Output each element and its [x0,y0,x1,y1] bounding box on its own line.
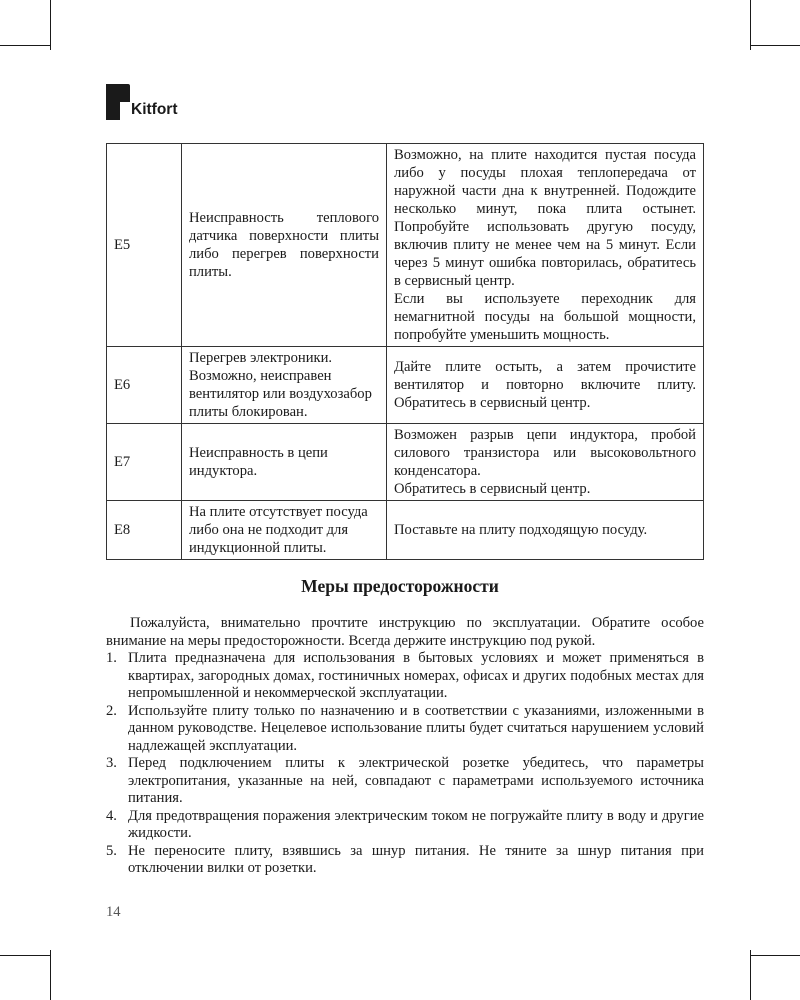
solution-paragraph: Поставьте на плиту подходящую посуду. [394,522,648,538]
solution-paragraph: Если вы используете переходник для немагнитной посуды на большой мощности, попробуйте уменьшить мощность. [394,291,696,343]
table-row [107,501,704,560]
precautions-list [106,650,704,878]
list-item-text: Не переносите плиту, взявшись за шнур питания. Не тяните за шнур питания при отключении вилки от розетки. [128,842,704,876]
table-row [107,424,704,501]
brand-name: Kitfort [131,101,178,118]
list-item [106,755,704,808]
crop-mark [750,45,800,46]
error-code: E8 [107,501,182,560]
error-code: E5 [107,144,182,347]
solution-paragraph: Обратитесь в сервисный центр. [394,481,591,497]
crop-mark [0,955,50,956]
crop-mark [750,955,800,956]
list-item-number: 3. [106,755,117,771]
intro-paragraph: Пожалуйста, внимательно прочтите инструкцию по эксплуатации. Обратите особое внимание на меры предосторожности. Всегда держите инструкцию под рукой. [106,615,704,649]
error-codes-table [106,143,704,560]
error-solution [387,424,704,501]
crop-mark [50,950,51,1000]
error-solution [387,501,704,560]
list-item-number: 5. [106,842,117,859]
error-cause: На плите отсутствует посуда либо она не подходит для индукционной плиты. [182,501,387,560]
list-item [106,843,704,878]
solution-paragraph: Возможен разрыв цепи индуктора, пробой силового транзистора или высоковольтного конденсатора. [394,427,696,479]
error-code: E7 [107,424,182,501]
error-cause: Неисправность в цепи индуктора. [182,424,387,501]
list-item-text: Для предотвращения поражения электрическим током не погружайте плиту в воду и другие жидкости. [128,807,704,841]
error-cause: Перегрев электроники. Возможно, неисправен вентилятор или воздухозабор плиты блокирован. [182,347,387,424]
list-item [106,703,704,756]
page-number: 14 [106,904,121,920]
solution-paragraph: Дайте плите остыть, а затем прочистите вентилятор и повторно включите плиту. Обратитесь в сервисный центр. [394,359,696,411]
error-solution [387,347,704,424]
brand-logo [106,84,178,120]
kitfort-logo-icon [106,84,130,120]
list-item-number: 1. [106,650,117,666]
precautions-body [106,615,704,878]
crop-mark [750,0,751,50]
crop-mark [750,950,751,1000]
error-solution [387,144,704,347]
crop-mark [50,0,51,50]
table-row [107,144,704,347]
error-cause: Неисправность теплового датчика поверхности плиты либо перегрев поверхности плиты. [182,144,387,347]
table-row [107,347,704,424]
list-item [106,808,704,843]
list-item [106,650,704,703]
list-item-text: Плита предназначена для использования в бытовых условиях и может применяться в квартирах, загородных домах, гостиничных номерах, офисах и других подобных местах для непромышленной и некоммерческой эксплуатации. [128,650,704,701]
solution-paragraph: Возможно, на плите находится пустая посуда либо у посуды плохая теплопередача от наружной части дна к внутренней. Подождите несколько минут, пока плита остынет. Попробуйте использовать другую посуду, включив плиту не менее чем на 5 минут. Если через 5 минут ошибка повторилась, обратитесь в сервисный центр. [394,147,696,289]
list-item-text: Используйте плиту только по назначению и в соответствии с указаниями, изложенными в данном руководстве. Нецелевое использование плиты будет считаться нарушением условий надлежащей эксплуатации. [128,702,704,754]
list-item-number: 2. [106,702,117,719]
list-item-text: Перед подключением плиты к электрической розетке убедитесь, что параметры электропитания, указанные на ней, совпадают с параметрами используемого источника питания. [128,755,704,806]
error-code: E6 [107,347,182,424]
list-item-number: 4. [106,807,117,824]
crop-mark [0,45,50,46]
section-title: Меры предосторожности [301,576,499,596]
